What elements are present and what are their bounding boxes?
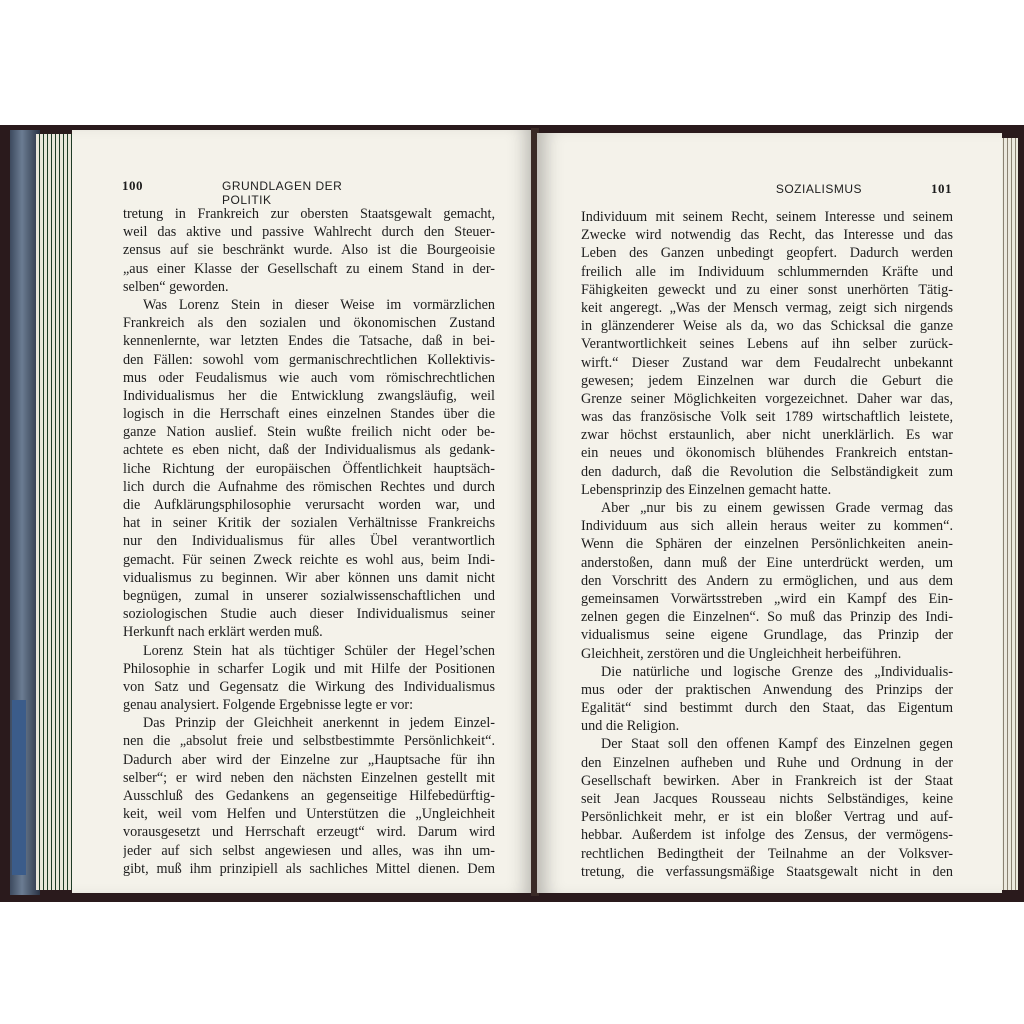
text-line: Der Staat soll den offenen Kampf des Einzelnen gegen — [601, 736, 953, 753]
page-number: 100 — [122, 178, 143, 193]
text-line: vorausgesetzt und Herrschaft erzeugt“ wird. Darum wird — [123, 824, 495, 841]
text-line: nur den Individualismus für alles Übel verantwortlich — [123, 533, 495, 550]
text-line: freilich alle im Individuum schlummernden Kräfte und — [581, 263, 953, 280]
text-line: Herkunft nach erklärt werden muß. — [123, 624, 323, 641]
text-line: Verantwortlichkeit seines Lebens auf ihn selber zurück- — [581, 336, 953, 353]
right-page — [537, 133, 1002, 893]
text-line: Aber „nur bis zu einem gewissen Grade vermag das — [601, 500, 953, 516]
text-line: mus oder Feudalismus wie auch vom römischrechtlichen — [123, 369, 495, 386]
text-line: hebbar. Außerdem ist infolge des Zensus, der vermögens- — [581, 827, 953, 844]
text-line: „aus einer Klasse der Gesellschaft zu einem Stand in der- — [123, 260, 495, 277]
text-line: Individuum mit seinem Recht, seinem Interesse und seinem — [581, 209, 953, 225]
text-line: Zwecke wird notwendig das Recht, das Interesse und das — [581, 227, 953, 244]
text-line: weil das aktive und passive Wahlrecht durch den Steuer- — [123, 224, 495, 241]
text-line: genau analysiert. Folgende Ergebnisse legte er vor: — [123, 697, 414, 714]
running-head: GRUNDLAGEN DER POLITIK — [222, 179, 343, 207]
running-head: SOZIALISMUS — [775, 182, 862, 196]
text-line: Frankreich als den sozialen und ökonomischen Zustand — [123, 315, 495, 332]
text-line: begnügen, zumal in unserer sozialwissenschaftlichen und — [123, 587, 495, 604]
text-line: den Einzelnen aufheben und Ruhe und Ordnung in der — [581, 754, 953, 771]
text-line: in glänzenderer Weise als da, wo das Schicksal die ganze — [581, 318, 953, 335]
text-line: Ausschluß des Gedankens an gegenseitige Hilfebedürftig- — [123, 788, 495, 804]
text-line: Lorenz Stein hat als tüchtiger Schüler der Hegel’schen — [143, 642, 495, 659]
text-line: soziologischen Studie auch dieser Individualismus seiner — [123, 606, 495, 623]
text-line: logisch in die Herrschaft eines einzelnen Standes über die — [123, 406, 495, 423]
text-line: die Aufklärungsphilosophie verursacht worden war, und — [123, 497, 495, 513]
text-line: rechtlichen Bedingtheit der Teilnahme an der Volksver- — [581, 845, 953, 862]
text-line: vidualismus zu beginnen. Wir aber können uns damit nicht — [123, 569, 495, 586]
text-line: gibt, muß ihm prinzipiell als sachliches Mittel dienen. Dem — [123, 860, 495, 877]
text-line: den dadurch, daß die Revolution die Selbständigkeit zum — [581, 463, 953, 480]
text-line: jeder auf sich selbst angewiesen und alles, was ihn um- — [123, 842, 495, 859]
text-line: anderstoßen, dann muß der Eine unterdrückt werden, um — [581, 554, 953, 571]
text-line: zwar höchst erstaunlich, aber nicht unerklärlich. Es war — [581, 427, 953, 444]
text-line: wirft.“ Dieser Zustand war dem Feudalrecht unbekannt — [581, 354, 953, 371]
text-line: tretung, die verfassungsmäßige Staatsgewalt nicht in den — [581, 863, 953, 880]
text-line: nen die „absolut freie und selbstbestimmte Persönlichkeit“. — [123, 733, 495, 750]
text-line: Gleichheit, zerstören und die Ungleichheit herbeiführen. — [581, 645, 902, 662]
text-line: gewesen; jedem Einzelnen war durch die Geburt die — [581, 372, 953, 389]
text-line: ein neues und ökonomisch blühendes Frankreich entstan- — [581, 445, 953, 462]
text-line: tretung in Frankreich zur obersten Staatsgewalt gemacht, — [123, 206, 495, 222]
cover-color-strip — [12, 700, 26, 875]
text-line: Gesellschaft bewirken. Aber in Frankreich ist der Staat — [581, 772, 953, 789]
left-page-body-text — [123, 205, 495, 878]
text-line: vidualismus seine eigene Grundlage, das Prinzip der — [581, 627, 953, 644]
text-line: und die Religion. — [581, 718, 680, 735]
text-line: gemeinsamen Vorwärtsstreben „wird ein Kampf des Ein- — [581, 590, 953, 607]
text-line: Leben des Ganzen unbedingt geopfert. Dadurch werden — [581, 245, 953, 262]
text-line: kennenlernte, war letzten Endes die Tatsache, daß in bei- — [123, 333, 495, 350]
text-line: ganze Nation auslief. Stein wußte freilich nicht oder be- — [123, 424, 495, 441]
text-line: achtete es eben nicht, daß der Individualismus als gedank- — [123, 442, 495, 459]
text-line: Grenze seiner Möglichkeiten vorgezeichnet. Daher war das, — [581, 390, 953, 407]
text-line: Philosophie in scharfer Logik und mit Hilfe der Positionen — [123, 660, 495, 677]
text-line: liche Richtung der europäischen Öffentlichkeit hauptsäch- — [123, 460, 495, 477]
text-line: seit Jean Jacques Rousseau nichts Selbständiges, keine — [581, 791, 953, 807]
text-line: mus oder der praktischen Anwendung des Prinzips der — [581, 681, 953, 698]
text-line: selber“; er wird neben den nächsten Einzelnen gestellt mit — [123, 769, 495, 786]
left-page-stack — [36, 134, 74, 890]
text-line: Egalität“ sind bestimmt durch den Staat, das Eigentum — [581, 700, 953, 717]
text-line: Wenn die Sphären der einzelnen Persönlichkeiten anein- — [581, 536, 953, 553]
text-line: lich durch die Aufnahme des römischen Rechtes und durch — [123, 478, 495, 495]
text-line: hat in seiner Kritik der sozialen Verhältnisse Frankreichs — [123, 515, 495, 532]
text-line: Die natürliche und logische Grenze des „Individualis- — [601, 663, 953, 680]
text-line: Was Lorenz Stein in dieser Weise im vormärzlichen — [143, 296, 495, 313]
text-line: zensus auf sie beschränkt wurde. Also ist die Bourgeoisie — [123, 242, 495, 259]
right-page-stack — [1000, 138, 1018, 890]
text-line: den Vorschritt des Andern zu ermöglichen, und aus dem — [581, 572, 953, 589]
left-page-header — [122, 178, 484, 207]
text-line: keit, weil vom Helfen und Unterstützen die „Ungleichheit — [123, 806, 495, 823]
text-line: selben“ geworden. — [123, 278, 229, 295]
right-page-header — [587, 181, 952, 201]
text-line: Individuum aus sich allein heraus weiter zu kommen“. — [581, 518, 953, 535]
text-line: was das französische Volk seit 1789 wirtschaftlich leistete, — [581, 409, 953, 426]
text-line: Individualismus her die Entwicklung zwangsläufig, weil — [123, 387, 495, 404]
text-line: Dadurch aber wird der Einzelne zur „Hauptsache für ihn — [123, 751, 495, 768]
text-line: Fähigkeiten geweckt und zu einer sonst unerhörten Tätig- — [581, 281, 953, 298]
text-line: den Fällen: sowohl vom germanischrechtlichen Kollektivis- — [123, 351, 495, 368]
text-line: Das Prinzip der Gleichheit anerkennt in jedem Einzel- — [143, 715, 495, 732]
text-line: Persönlichkeit mehr, er ist ein bloßer Vertrag und auf- — [581, 809, 953, 826]
right-page-body-text — [581, 208, 953, 881]
text-line: Lebensprinzip des Einzelnen gemacht hatte. — [581, 481, 832, 498]
text-line: keit angeregt. „Was der Mensch vermag, zeigt sich nirgends — [581, 299, 953, 316]
text-line: von Satz und Gegensatz die Wirkung des Individualismus — [123, 678, 495, 695]
text-line: zelnen gegen die Einzelnen“. So muß das Prinzip des Indi- — [581, 609, 953, 626]
text-line: gemacht. Für seinen Zweck reichte es wohl aus, beim Indi- — [123, 551, 495, 568]
page-number: 101 — [931, 181, 952, 196]
left-page — [72, 130, 534, 893]
